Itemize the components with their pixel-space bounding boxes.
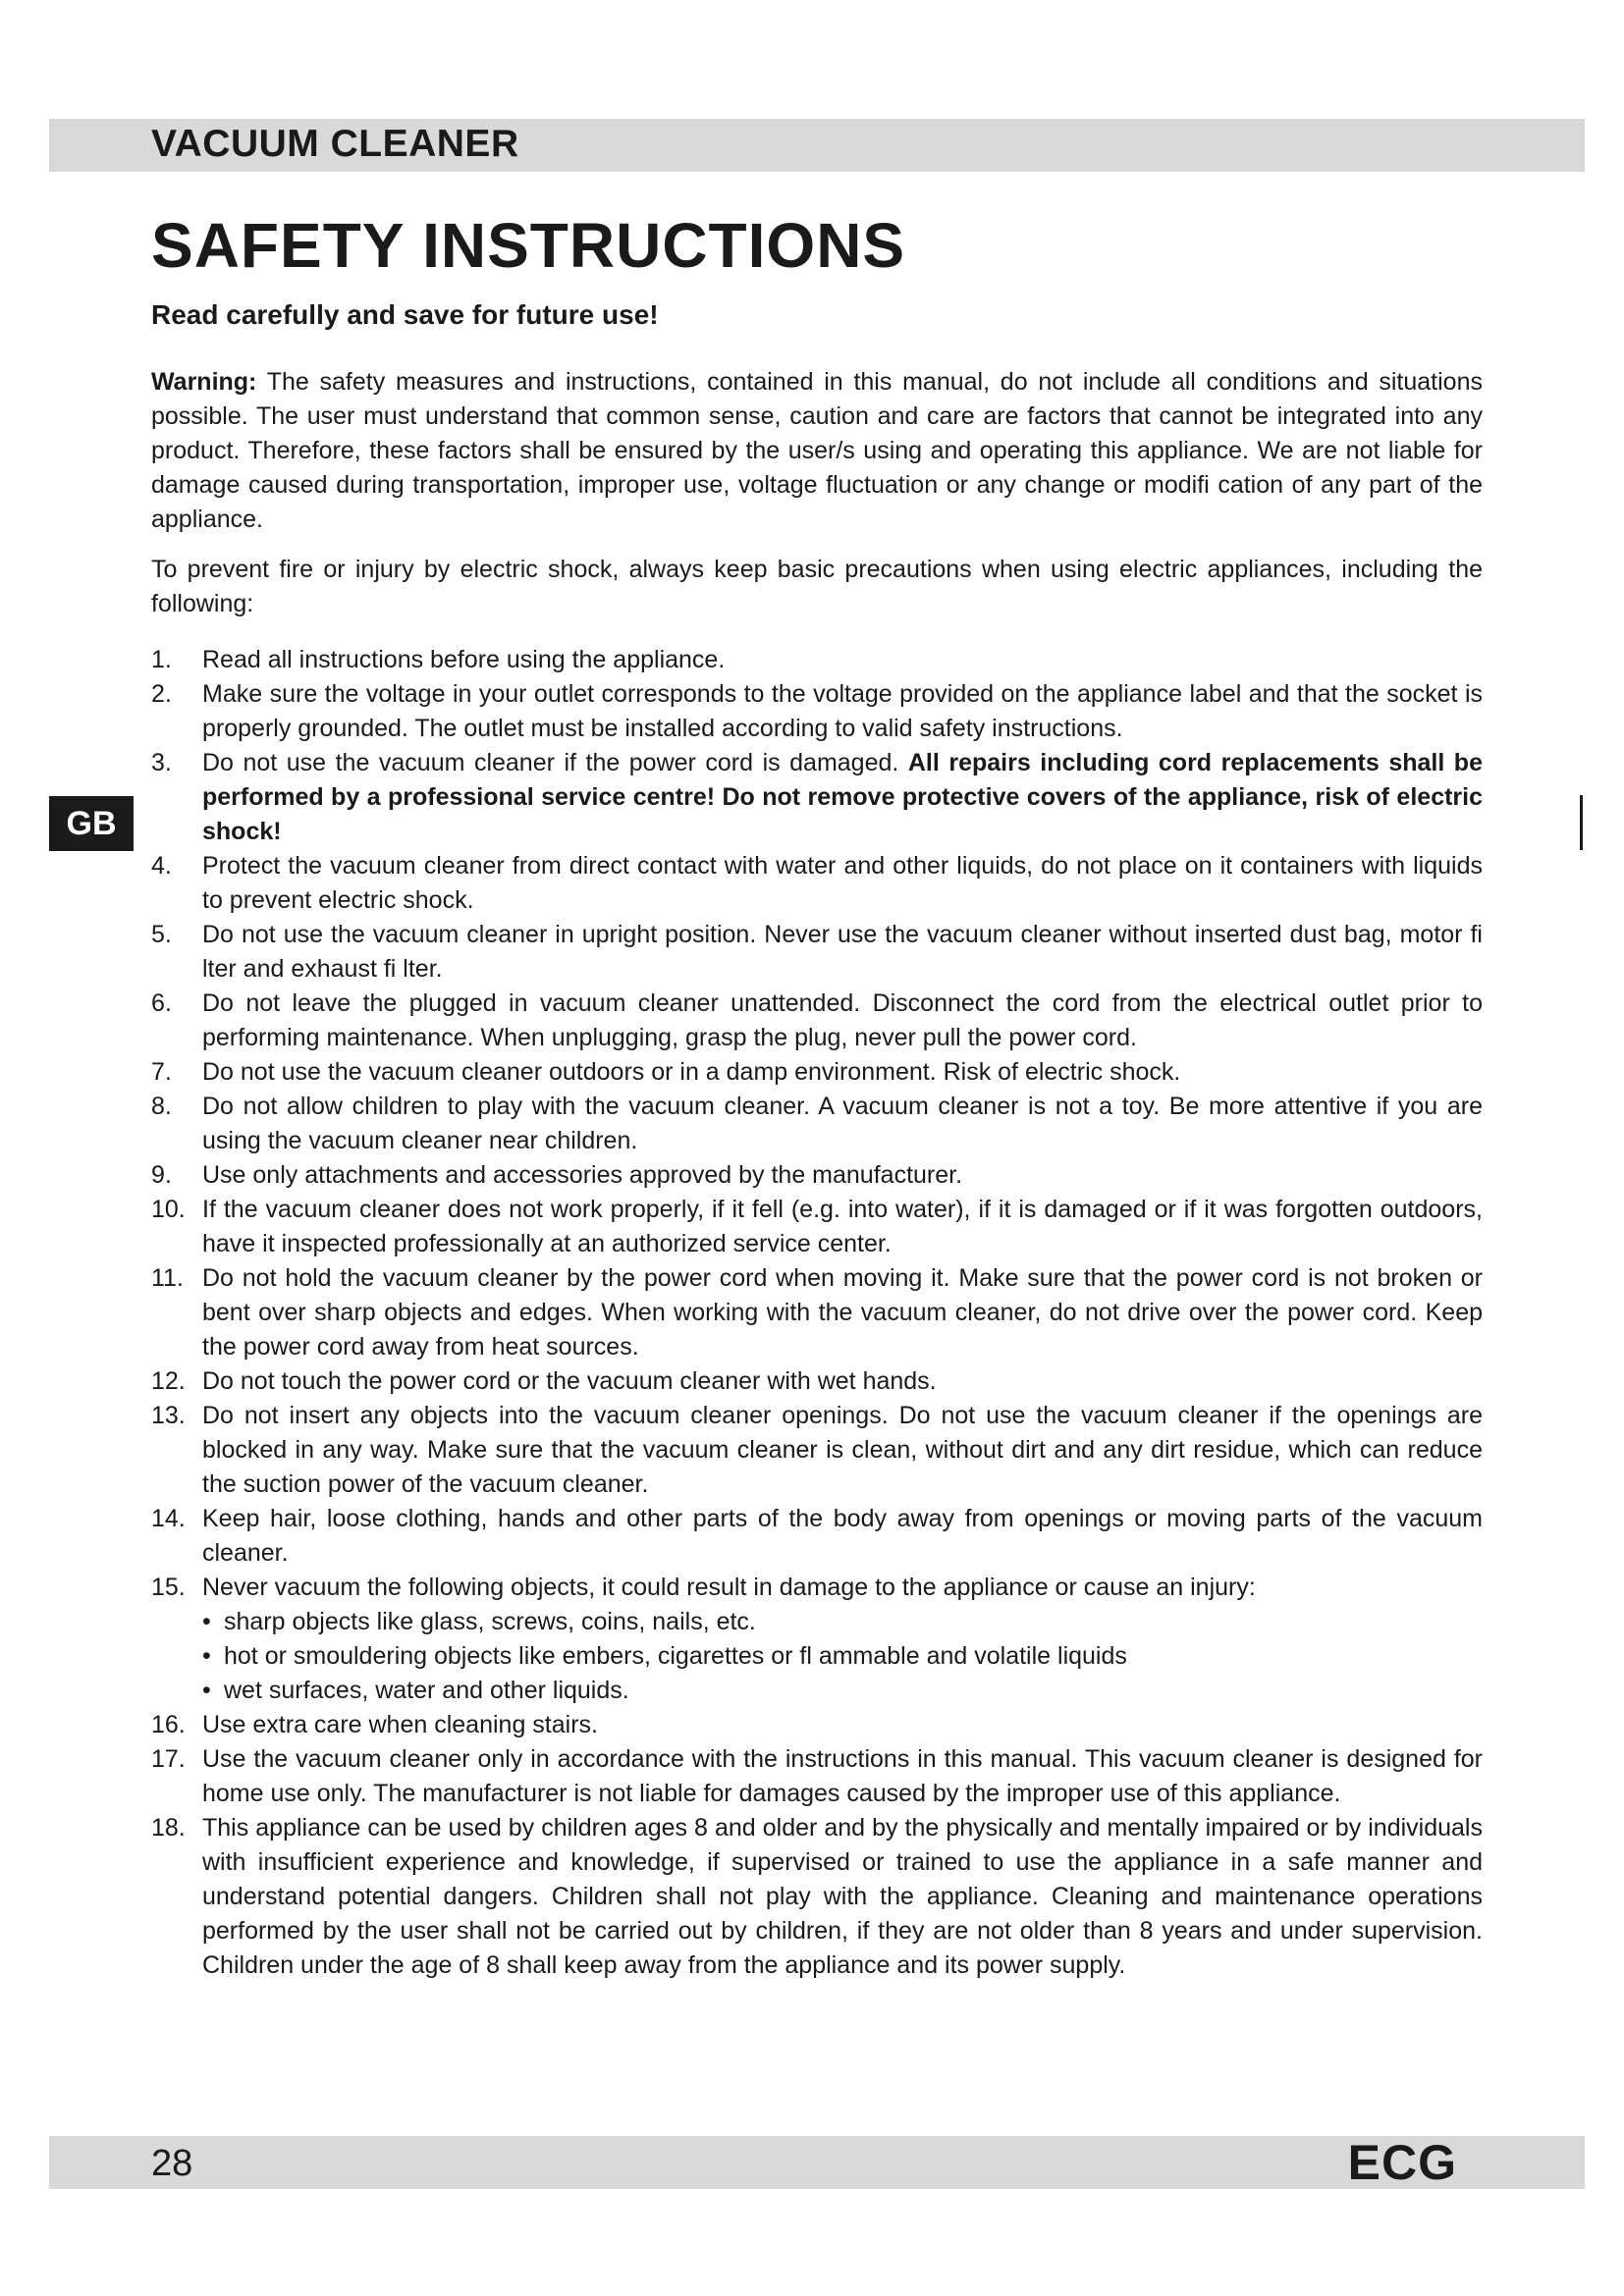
item-text: Read all instructions before using the appliance.: [202, 646, 726, 673]
item-text: Do not insert any objects into the vacuum cleaner openings. Do not use the vacuum cleaner if the openings are blocked in any way. Make sure that the vacuum cleaner is clean, without dirt and any dirt residue, which can reduce the suction power of the vacuum cleaner.: [202, 1402, 1483, 1498]
item-text: Do not use the vacuum cleaner in upright position. Never use the vacuum cleaner without inserted dust bag, motor fi lter and exhaust fi lter.: [202, 921, 1483, 983]
bullet-text: wet surfaces, water and other liquids.: [224, 1677, 629, 1704]
header-title: VACUUM CLEANER: [151, 123, 519, 165]
item-number: 17.: [151, 1745, 186, 1773]
item-number: 6.: [151, 989, 172, 1017]
item-text: Do not leave the plugged in vacuum cleaner unattended. Disconnect the cord from the electrical outlet prior to performing maintenance. When unplugging, grasp the plug, never pull the power cord.: [202, 989, 1483, 1051]
warning-text: The safety measures and instructions, contained in this manual, do not include all conditions and situations possible. The user must understand that common sense, caution and care are factors that cannot be integrated into any product. Therefore, these factors shall be ensured by the user/s using and operating this appliance. We are not liable for damage caused during transportation, improper use, voltage fluctuation or any change or modifi cation of any part of the appliance.: [151, 368, 1483, 533]
page-subtitle: Read carefully and save for future use!: [151, 299, 659, 330]
list-item: [151, 1055, 1483, 1090]
bullet-item: [202, 1674, 1483, 1708]
item-text: This appliance can be used by children ages 8 and older and by the physically and mentally impaired or by individuals with insufficient experience and knowledge, if supervised or trained to use the appliance in a safe manner and understand potential dangers. Children shall not play with the appliance. Cleaning and maintenance operations performed by the user shall not be carried out by children, if they are not older than 8 years and under supervision. Children under the age of 8 shall keep away from the appliance and its power supply.: [202, 1814, 1483, 1979]
list-item: [151, 677, 1483, 746]
item-number: 7.: [151, 1058, 172, 1086]
item-number: 5.: [151, 921, 172, 948]
bullet-dot-icon: •: [202, 1642, 211, 1670]
list-item: [151, 1708, 1483, 1742]
intro-paragraph: To prevent fire or injury by electric shock, always keep basic precautions when using electric appliances, including the following:: [151, 556, 1483, 617]
item-text: Make sure the voltage in your outlet corresponds to the voltage provided on the appliance label and that the socket is properly grounded. The outlet must be installed according to valid safety instructions.: [202, 680, 1483, 742]
instruction-list: [151, 643, 1483, 1983]
item-bold-text: All repairs including cord replacements shall be performed by a professional service centre! Do not remove protective covers of the appliance, risk of electric shock!: [202, 749, 1483, 845]
item-text: Do not hold the vacuum cleaner by the power cord when moving it. Make sure that the power cord is not broken or bent over sharp objects and edges. When working with the vacuum cleaner, do not drive over the power cord. Keep the power cord away from heat sources.: [202, 1264, 1483, 1361]
list-item: [151, 1090, 1483, 1158]
list-item: [151, 1158, 1483, 1193]
item-number: 18.: [151, 1814, 186, 1842]
item-text: Do not use the vacuum cleaner outdoors or in a damp environment. Risk of electric shock.: [202, 1058, 1181, 1086]
item-number: 1.: [151, 646, 172, 673]
list-item: [151, 918, 1483, 987]
bullet-dot-icon: •: [202, 1677, 211, 1704]
item-text: Do not touch the power cord or the vacuum cleaner with wet hands.: [202, 1367, 937, 1395]
bullet-item: [202, 1639, 1483, 1674]
item-text: Protect the vacuum cleaner from direct contact with water and other liquids, do not place on it containers with liquids to prevent electric shock.: [202, 852, 1483, 914]
item-text: If the vacuum cleaner does not work properly, if it fell (e.g. into water), if it is damaged or if it was forgotten outdoors, have it inspected professionally at an authorized service center.: [202, 1196, 1483, 1257]
item-number: 12.: [151, 1367, 186, 1395]
list-item: [151, 1571, 1483, 1708]
warning-label: Warning:: [151, 368, 257, 396]
bullet-text: sharp objects like glass, screws, coins, nails, etc.: [224, 1608, 756, 1635]
bullet-text: hot or smouldering objects like embers, cigarettes or fl ammable and volatile liquids: [224, 1642, 1127, 1670]
header-bar: [49, 119, 1585, 172]
list-item: [151, 1193, 1483, 1261]
list-item: [151, 1811, 1483, 1983]
bullet-item: [202, 1605, 1483, 1639]
item-number: 15.: [151, 1574, 186, 1601]
language-tab: GB: [49, 796, 134, 851]
brand-logo: ECG: [1347, 2135, 1457, 2190]
footer-bar: [49, 2136, 1585, 2189]
item-number: 8.: [151, 1093, 172, 1120]
list-item: [151, 643, 1483, 677]
list-item: [151, 1261, 1483, 1364]
list-item: [151, 1399, 1483, 1502]
item-number: 11.: [151, 1264, 184, 1292]
side-marker: [1580, 795, 1583, 850]
bullet-dot-icon: •: [202, 1608, 211, 1635]
item-number: 3.: [151, 749, 172, 776]
list-item: [151, 849, 1483, 918]
item-text: Do not use the vacuum cleaner if the power cord is damaged.: [202, 749, 908, 776]
item-text: Never vacuum the following objects, it could result in damage to the appliance or cause an injury:: [202, 1574, 1256, 1601]
item-number: 4.: [151, 852, 172, 880]
bullet-list: [202, 1605, 1483, 1708]
list-item: [151, 1364, 1483, 1399]
content: [151, 365, 1483, 1983]
item-number: 16.: [151, 1711, 186, 1738]
item-number: 13.: [151, 1402, 186, 1429]
item-number: 14.: [151, 1505, 186, 1532]
page-number: 28: [151, 2143, 193, 2184]
list-item: [151, 1742, 1483, 1811]
list-item: [151, 987, 1483, 1055]
item-number: 9.: [151, 1161, 172, 1189]
item-number: 10.: [151, 1196, 186, 1223]
page-title: SAFETY INSTRUCTIONS: [151, 210, 906, 281]
item-text: Use only attachments and accessories approved by the manufacturer.: [202, 1161, 963, 1189]
item-number: 2.: [151, 680, 172, 708]
list-item: [151, 1502, 1483, 1571]
item-text: Use the vacuum cleaner only in accordance with the instructions in this manual. This vacuum cleaner is designed for home use only. The manufacturer is not liable for damages caused by the improper use of this appliance.: [202, 1745, 1483, 1807]
item-text: Use extra care when cleaning stairs.: [202, 1711, 598, 1738]
warning-paragraph: [151, 365, 1483, 537]
list-item: [151, 746, 1483, 849]
item-text: Keep hair, loose clothing, hands and other parts of the body away from openings or moving parts of the vacuum cleaner.: [202, 1505, 1483, 1567]
item-text: Do not allow children to play with the vacuum cleaner. A vacuum cleaner is not a toy. Be more attentive if you are using the vacuum cleaner near children.: [202, 1093, 1483, 1154]
